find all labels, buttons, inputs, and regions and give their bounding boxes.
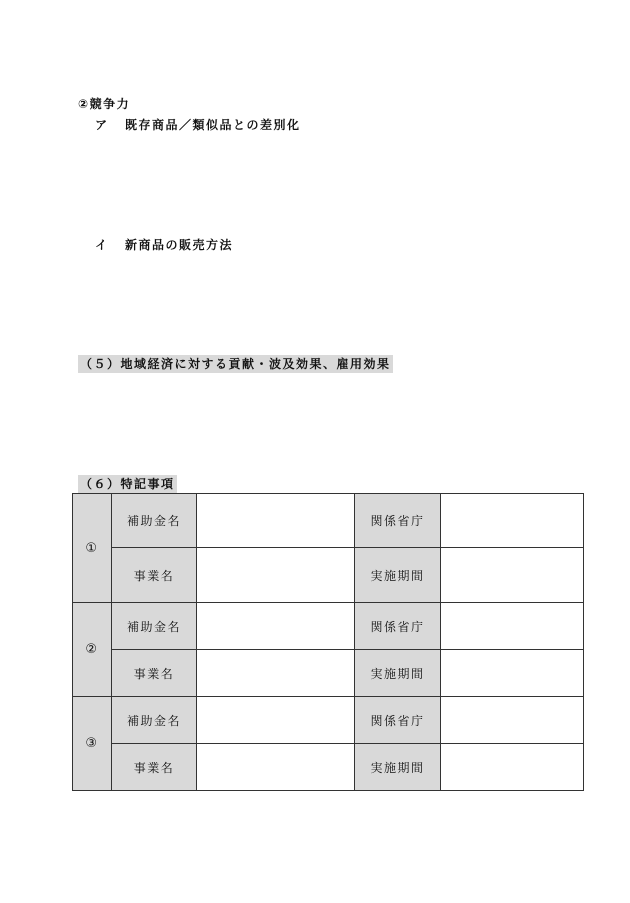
subsidy-name-label: 補助金名 — [112, 697, 197, 744]
table-row — [73, 650, 584, 697]
project-name-label: 事業名 — [112, 548, 197, 603]
item-a-text: 既存商品／類似品との差別化 — [125, 118, 301, 132]
section-5-heading: （５）地域経済に対する貢献・波及効果、雇用効果 — [80, 357, 391, 371]
project-name-label: 事業名 — [112, 744, 197, 791]
entry-number: ① — [73, 494, 112, 603]
entry-number: ③ — [73, 697, 112, 791]
entry-number: ② — [73, 603, 112, 697]
special-notes-table — [72, 493, 584, 791]
subsidy-name-field[interactable] — [197, 494, 355, 548]
section-6-heading: （６）特記事項 — [80, 477, 175, 491]
subsidy-name-label: 補助金名 — [112, 603, 197, 650]
period-label: 実施期間 — [355, 744, 441, 791]
period-label: 実施期間 — [355, 548, 441, 603]
period-label: 実施期間 — [355, 650, 441, 697]
item-a-marker: ア — [95, 118, 109, 132]
ministry-field[interactable] — [441, 697, 584, 744]
item-i-marker: イ — [95, 238, 109, 252]
section-2-heading: ②競争力 — [78, 97, 131, 111]
period-field[interactable] — [441, 548, 584, 603]
project-name-field[interactable] — [197, 548, 355, 603]
project-name-field[interactable] — [197, 744, 355, 791]
subsidy-name-field[interactable] — [197, 603, 355, 650]
period-field[interactable] — [441, 744, 584, 791]
project-name-field[interactable] — [197, 650, 355, 697]
table-row — [73, 603, 584, 650]
subsidy-name-label: 補助金名 — [112, 494, 197, 548]
ministry-label: 関係省庁 — [355, 697, 441, 744]
ministry-label: 関係省庁 — [355, 494, 441, 548]
ministry-field[interactable] — [441, 603, 584, 650]
table-row — [73, 548, 584, 603]
project-name-label: 事業名 — [112, 650, 197, 697]
ministry-field[interactable] — [441, 494, 584, 548]
period-field[interactable] — [441, 650, 584, 697]
table-row — [73, 697, 584, 744]
ministry-label: 関係省庁 — [355, 603, 441, 650]
table-row — [73, 494, 584, 548]
subsidy-name-field[interactable] — [197, 697, 355, 744]
table-row — [73, 744, 584, 791]
item-i-text: 新商品の販売方法 — [125, 238, 234, 252]
